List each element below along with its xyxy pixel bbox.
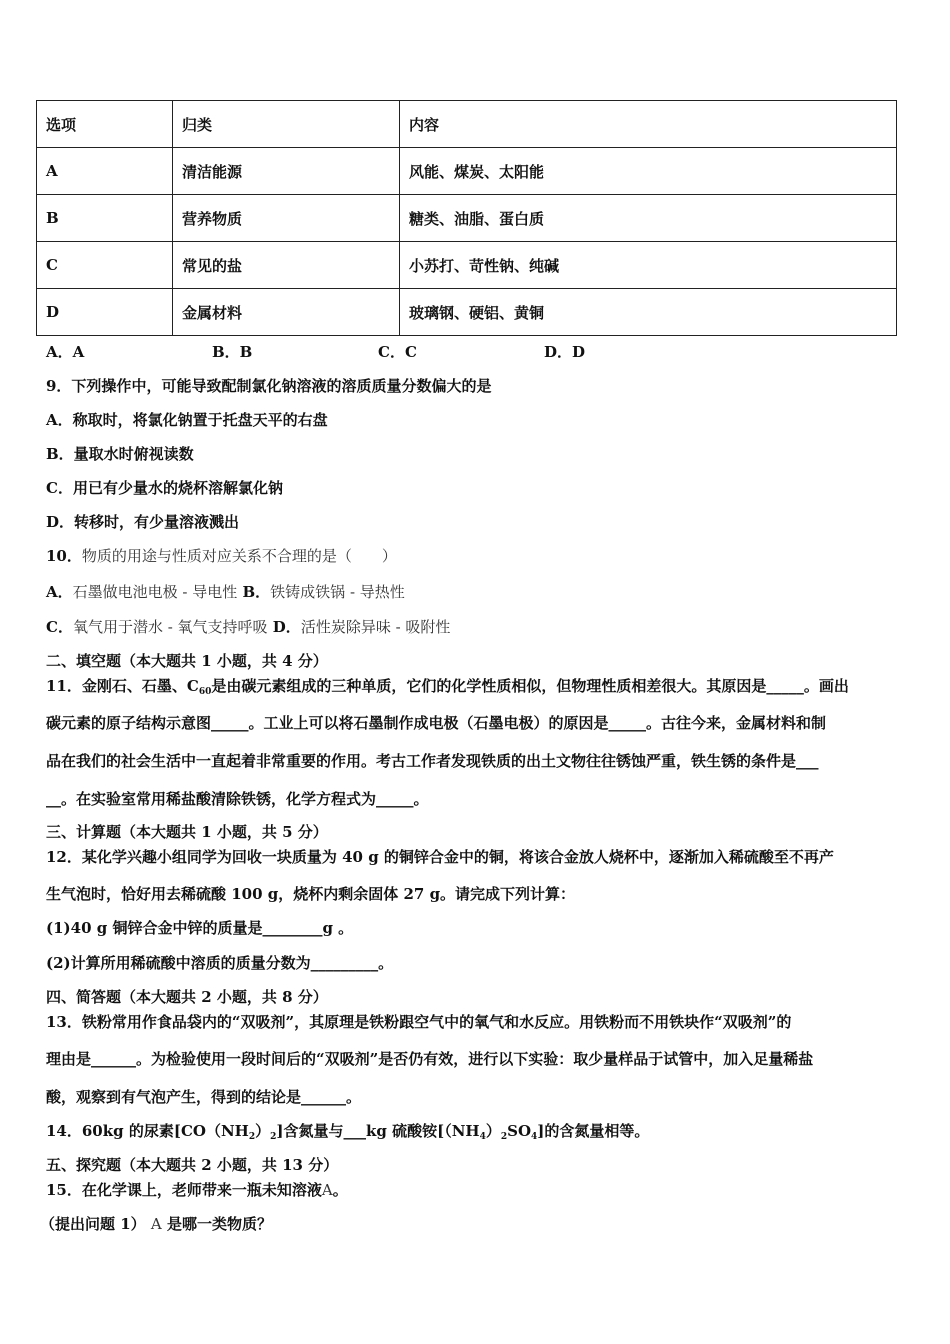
- section-heading: 三、计算题（本大题共 1 小题，共 5 分）: [46, 823, 328, 841]
- q11-subscript: 60: [198, 687, 212, 697]
- q12-line-3: (1)40 g 铜锌合金中锌的质量是________g 。: [46, 919, 354, 937]
- q14-part: ]含氮量与___kg 硫酸铵[（NH: [276, 1122, 480, 1140]
- table-header-cell: 选项: [37, 101, 173, 148]
- q13-line-1: 13．铁粉常用作食品袋内的“双吸剂”，其原理是铁粉跟空气中的氧气和水反应。用铁粉而不用铁块作“双吸剂”的: [46, 1013, 792, 1031]
- q15-line-1: [46, 1180, 906, 1200]
- table-cell: 小苏打、苛性钠、纯碱: [400, 242, 897, 289]
- section-heading: 五、探究题（本大题共 2 小题，共 13 分）: [46, 1156, 339, 1174]
- table-row: [37, 195, 897, 242]
- q12-line-2: 生气泡时，恰好用去稀硫酸 100 g，烧杯内剩余固体 27 g。请完成下列计算：: [46, 885, 576, 903]
- q11-line-3: 品在我们的社会生活中一直起着非常重要的作用。考古工作者发现铁质的出土文物往往锈蚀严重，铁生锈的条件是___: [46, 752, 819, 770]
- q9-option-c: C．用已有少量水的烧杯溶解氯化钠: [46, 479, 283, 497]
- table-header-cell: 内容: [400, 101, 897, 148]
- q9-option-a: A．称取时，将氯化钠置于托盘天平的右盘: [46, 411, 328, 429]
- table-header-row: [37, 101, 897, 148]
- q10-options-cd: [46, 617, 906, 637]
- q10-stem: [46, 546, 906, 566]
- q14-part: ）: [485, 1122, 501, 1140]
- q10-d-label: D．: [272, 618, 301, 636]
- table-cell: 营养物质: [173, 195, 400, 242]
- q10-d-text: 活性炭除异味 - 吸附性: [300, 618, 451, 636]
- table-cell: C: [37, 242, 173, 289]
- table-cell: 糖类、油脂、蛋白质: [400, 195, 897, 242]
- table-cell: A: [37, 148, 173, 195]
- table-cell: 清洁能源: [173, 148, 400, 195]
- q15-line-1-pre: 15．在化学课上，老师带来一瓶未知溶液: [46, 1181, 322, 1199]
- table-cell: 常见的盐: [173, 242, 400, 289]
- q10-b-text: 铁铸成铁锅 - 导热性: [270, 583, 405, 601]
- q10-a-label: A．: [46, 583, 73, 601]
- q12-line-4: (2)计算所用稀硫酸中溶质的质量分数为_________。: [46, 954, 394, 972]
- table-header-cell: 归类: [173, 101, 400, 148]
- q9-stem: 9．下列操作中，可能导致配制氯化钠溶液的溶质质量分数偏大的是: [46, 377, 492, 395]
- q15-solution-a: A: [150, 1215, 162, 1233]
- q13-line-2: 理由是______。为检验使用一段时间后的“双吸剂”是否仍有效，进行以下实验：取少量样品于试管中，加入足量稀盐: [46, 1050, 814, 1068]
- table-cell: 金属材料: [173, 289, 400, 336]
- q14-part: 14．60kg 的尿素[CO（NH: [46, 1122, 249, 1140]
- q15-line-2-post: 是哪一类物质？: [166, 1215, 272, 1233]
- table-row: [37, 148, 897, 195]
- section-heading: 四、简答题（本大题共 2 小题，共 8 分）: [46, 988, 328, 1006]
- q8-choice-a: A．A: [46, 343, 85, 361]
- table-cell: 玻璃钢、硬铝、黄铜: [400, 289, 897, 336]
- q9-option-d: D．转移时，有少量溶液溅出: [46, 513, 240, 531]
- q14-subscript: 2: [248, 1132, 256, 1142]
- q14-subscript: 2: [270, 1132, 277, 1142]
- q8-choice-c: C．C: [378, 343, 417, 361]
- q11-line-2: 碳元素的原子结构示意图_____。工业上可以将石墨制作成电极（石墨电极）的原因是_____。古往今来，金属材料和制: [46, 714, 827, 732]
- q8-choice-b: B．B: [212, 343, 253, 361]
- table-cell: 风能、煤炭、太阳能: [400, 148, 897, 195]
- q9-option-b: B．量取水时俯视读数: [46, 445, 194, 463]
- q13-line-3: 酸，观察到有气泡产生，得到的结论是______。: [46, 1088, 362, 1106]
- q14-part: ）: [255, 1122, 271, 1140]
- q14-part: SO: [507, 1122, 532, 1140]
- table-row: [37, 289, 897, 336]
- q10-text: 物质的用途与性质对应关系不合理的是（ ）: [81, 547, 397, 565]
- q10-number: 10．: [46, 547, 82, 565]
- q15-line-2-pre: （提出问题 1）: [40, 1215, 146, 1233]
- q8-choice-d: D．D: [544, 343, 586, 361]
- q10-b-label: B．: [242, 583, 271, 601]
- q10-c-label: C．: [46, 618, 73, 636]
- q12-line-1: 12．某化学兴趣小组同学为回收一块质量为 40 g 的铜锌合金中的铜，将该合金放人烧杯中，逐渐加入稀硫酸至不再产: [46, 848, 834, 866]
- q11-line-1-pre: 11．金刚石、石墨、C: [46, 677, 199, 695]
- q14-part: ]的含氮量相等。: [537, 1122, 650, 1140]
- table-cell: B: [37, 195, 173, 242]
- q14-line: [46, 1121, 906, 1147]
- q10-c-text: 氧气用于潜水 - 氧气支持呼吸: [72, 618, 268, 636]
- q11-line-1-post: 是由碳元素组成的三种单质，它们的化学性质相似，但物理性质相差很大。其原因是_____。画出: [211, 677, 849, 695]
- table-cell: D: [37, 289, 173, 336]
- q11-line-1: [46, 676, 906, 702]
- table-row: [37, 242, 897, 289]
- q10-a-text: 石墨做电池电极 - 导电性: [72, 583, 238, 601]
- q14-subscript: 4: [531, 1132, 538, 1142]
- q10-options-ab: [46, 582, 906, 602]
- q15-line-1-post: 。: [332, 1181, 348, 1199]
- section-heading: 二、填空题（本大题共 1 小题，共 4 分）: [46, 652, 328, 670]
- q15-line-2: [40, 1214, 906, 1234]
- q14-subscript: 2: [500, 1132, 508, 1142]
- q8-choices: [46, 342, 906, 362]
- q15-solution-a: A: [321, 1181, 333, 1199]
- q14-subscript: 4: [479, 1132, 486, 1142]
- classification-table: [36, 100, 897, 336]
- q11-line-4: __。在实验室常用稀盐酸清除铁锈，化学方程式为_____。: [46, 790, 429, 808]
